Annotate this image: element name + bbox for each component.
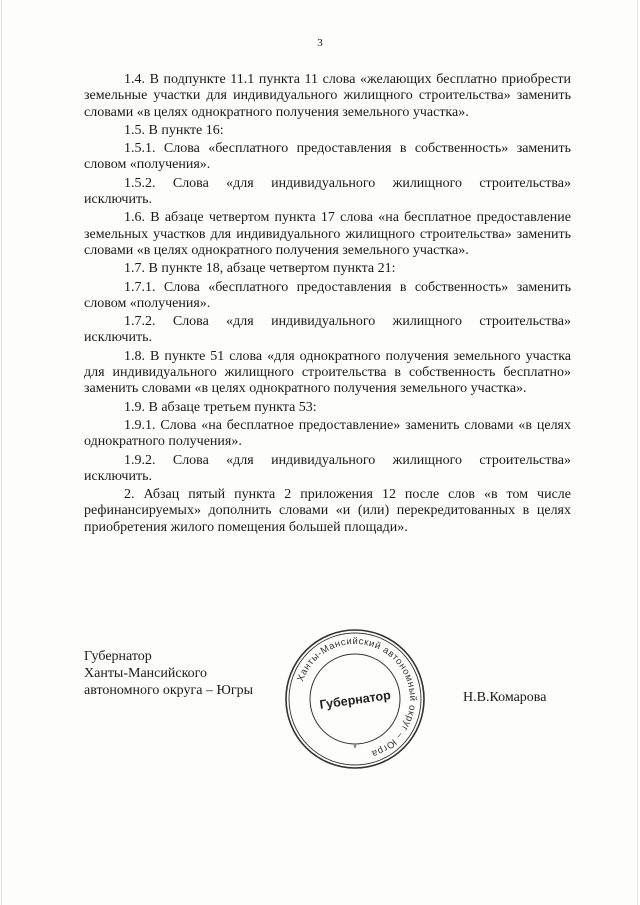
paragraph-1-8: 1.8. В пункте 51 слова «для однократного получения земельного участка для индивидуального жилищного строительства в собственность бесплатно» заменить словами «в целях однократного получения земельного участка». — [84, 348, 571, 397]
paragraph-1-7-2: 1.7.2. Слова «для индивидуального жилищного строительства» исключить. — [84, 314, 571, 346]
signatory-title — [84, 648, 253, 699]
signatory-title-line-3: автономного округа – Югры — [84, 683, 253, 698]
paragraph-1-7: 1.7. В пункте 18, абзаце четвертом пункта 21: — [124, 261, 396, 277]
paragraph-1-5-2: 1.5.2. Слова «для индивидуального жилищного строительства» исключить. — [84, 175, 571, 208]
signatory-title-line-2: Ханты-Мансийского — [84, 666, 208, 681]
paragraph-1-9-2: 1.9.2. Слова «для индивидуального жилищного строительства» исключить. — [84, 452, 571, 484]
paragraph-1-9: 1.9. В абзаце третьем пункта 53: — [124, 399, 317, 415]
scan-edge-right — [637, 0, 638, 905]
seal-center-text: Губернатор — [318, 688, 392, 712]
official-seal — [283, 627, 427, 771]
paragraph-1-7-1: 1.7.1. Слова «бесплатного предоставления в собственность» заменить словом «получения». — [84, 279, 571, 311]
paragraph-1-4: 1.4. В подпункте 11.1 пункта 11 слова «желающих бесплатно приобрести земельные участки для индивидуального жилищного строительства» заменить словами «в целях однократного получения земельного участка». — [84, 72, 571, 120]
paragraph-1-6: 1.6. В абзаце четвертом пункта 17 слова «на бесплатное предоставление земельных участков для индивидуального жилищного строительства» заменить словами «в целях однократного получения земельного участка». — [84, 210, 571, 258]
paragraph-1-5: 1.5. В пункте 16: — [124, 122, 224, 138]
paragraph-1-9-1: 1.9.1. Слова «на бесплатное предоставление» заменить словами «в целях однократного получения». — [84, 417, 571, 450]
signatory-title-line-1: Губернатор — [84, 649, 152, 664]
page-number: 3 — [317, 37, 323, 49]
scan-edge-left — [1, 0, 2, 905]
seal-star-mark: * — [353, 743, 357, 753]
signatory-name: Н.В.Комарова — [463, 690, 547, 705]
seal-ring-text: Ханты-Мансийский автономный округ – Югра — [295, 635, 419, 760]
paragraph-2: 2. Абзац пятый пункта 2 приложения 12 после слов «в том числе рефинансируемых» дополнить словами «и (или) перекредитованных в целях приобретения жилого помещения большей площади». — [84, 487, 571, 535]
paragraph-1-5-1: 1.5.1. Слова «бесплатного предоставления в собственность» заменить словом «получения». — [84, 141, 571, 173]
document-body — [84, 72, 571, 538]
